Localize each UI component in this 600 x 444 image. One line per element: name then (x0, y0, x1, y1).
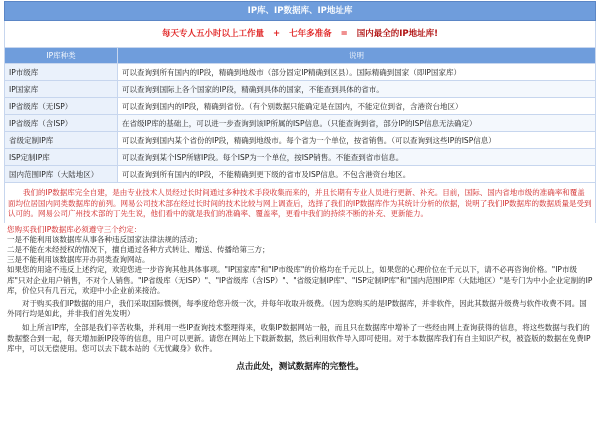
slogan-plus-1: + (273, 29, 281, 39)
row-type: IP国家库 (5, 81, 118, 98)
intro-text: 我们的IP数据库完全自建，是由专业技术人员经过长时间通过多种技术手段收集而来的，并且长期有专业人员进行更新、补充。目前，国际、国内省地市级的准确率和覆盖面均位居国内同类数据库的前列。网易公司技术部在经过长时间的技术比较与网上调查后，选择了我们的IP数据库作为其统计分析的依据，说明了我们IP数据库的数据质量是受到认可的。网易公司广州技术部的丁先生说，他们看中的就是我们的准确率、覆盖率，更看中我们的持续不断的补充、更新能力。 (8, 188, 592, 218)
upgrade-policy-text: 对于购买我们IP数据的用户，我们采取国际惯例，每季度给您升级一次，并每年收取升级费。（因为您购买的是IP数据库，并非软件，因此其数据升级费与软件收费不同。国外同行均是如此，并非我们首先发明） (7, 298, 587, 319)
page (4, 1, 596, 444)
table-row (5, 132, 596, 149)
row-type: IP市级库 (5, 64, 118, 81)
row-desc: 可以查询到所有国内的IP段，精确到地级市（部分固定IP精确到区县）。国际精确到国家（即IP国家库） (118, 64, 596, 81)
row-type: IP省级库（含ISP） (5, 115, 118, 132)
notice-line: 如果您的用途不违反上述约定，欢迎您进一步咨询其他具体事项。"IP国家库"和"IP市级库"的价格均在千元以上，如果您的心理价位在千元以下，请不必再咨询价格。"IP市级库"只对企业用户销售，不对个人销售。"IP省级库（无ISP）"、"IP省级库（含ISP）"、"省级定制IP库"、"ISP定制IP库"和"国内范围IP库（大陆地区）"是专门为中小企业定制的IP库，价位只有几百元，欢迎中小企业前来接洽。 (7, 265, 593, 295)
slogan-part-1: 每天专人五小时以上工作量 (162, 29, 265, 39)
table-row (5, 64, 596, 81)
table-row (5, 115, 596, 132)
table-header-desc: 说明 (118, 48, 596, 64)
data-source-note (4, 319, 596, 354)
purchase-notice (4, 223, 596, 296)
row-desc: 可以查询到国内的IP段，精确到省份。（有个别数据只能确定是在国内，不能定位到省，含港资台地区） (118, 98, 596, 115)
row-desc: 可以查询到所有国内的IP段，不能精确到更下级的省市及ISP信息。不包含港资台地区。 (118, 166, 596, 183)
slogan-banner (4, 21, 596, 47)
table-row (5, 149, 596, 166)
table-header-row (5, 48, 596, 64)
row-type: 省级定制IP库 (5, 132, 118, 149)
table-row (5, 81, 596, 98)
ip-library-table (4, 47, 596, 183)
test-integrity-link[interactable]: 点击此处，测试数据库的完整性。 (236, 361, 364, 372)
upgrade-policy (4, 296, 596, 319)
notice-heading: 您购买我们IP数据库必须遵守三个约定： (7, 224, 142, 234)
row-type: IP省级库（无ISP） (5, 98, 118, 115)
row-desc: 可以查询到国内某个省份的IP段，精确到地级市。每个省为一个单位，按省销售。（可以查询到这些IP的ISP信息） (118, 132, 596, 149)
page-title: IP库、IP数据库、IP地址库 (4, 1, 596, 21)
slogan-part-3: 国内最全的IP地址库! (356, 29, 438, 39)
intro-section (4, 183, 596, 223)
row-type: ISP定制IP库 (5, 149, 118, 166)
notice-line: 二是不能在未经授权的情况下，擅自通过各种方式转让、赠送、传播给第三方； (7, 244, 270, 254)
table-header-type: IP库种类 (5, 48, 118, 64)
table-row (5, 98, 596, 115)
row-type: 国内范围IP库（大陆地区） (5, 166, 118, 183)
slogan-part-2: 七年多准备 (289, 29, 332, 39)
slogan-equals: = (340, 29, 348, 39)
row-desc: 在省级IP库的基础上，可以进一步查询到该IP所属的ISP信息。（只能查询到省，部分IP的ISP信息无法确定） (118, 115, 596, 132)
table-row (5, 166, 596, 183)
row-desc: 可以查询到某个ISP所辖IP段。每个ISP为一个单位，按ISP销售。不能查到省市信息。 (118, 149, 596, 166)
notice-line: 一是不能利用该数据库从事各种违反国家法律法规的活动； (7, 234, 202, 244)
notice-line: 三是不能利用该数据库开办同类查询网站。 (7, 255, 150, 265)
row-desc: 可以查询到国际上各个国家的IP段，精确到具体的国家，不能查到具体的省市。 (118, 81, 596, 98)
data-source-text: 如上所言IP库，全部是我们辛苦收集，并利用一些IP查询技术整理得来，收集IP数据网站一般，而且只在数据库中增补了一些经由网上查询获得的信息，将这些数据与我们的数据整合到一起，每天增加新IP段等的信息，用户可以更新。请您在网站上下载新数据，然后利用软件导入即可使用。对于本数据库我们有自主知识产权，被盗版的数据在免费IP库中，可以无偿使用。您可以去下载本站的《无忧藏身》软件。 (7, 323, 591, 353)
